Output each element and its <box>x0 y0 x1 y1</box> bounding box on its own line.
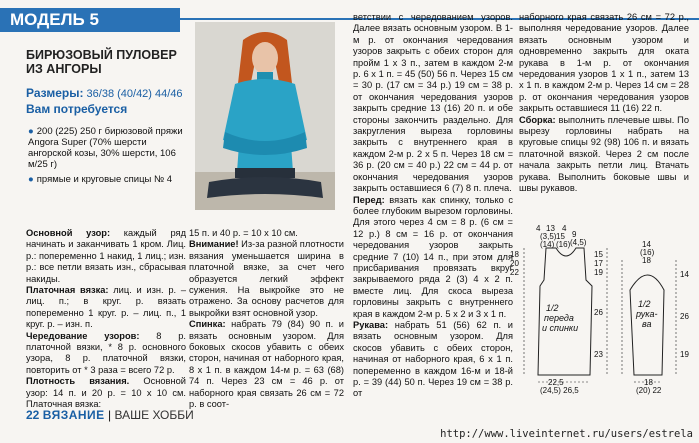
pattern-diagram <box>510 220 699 395</box>
dim-label: 22,5 <box>548 378 564 387</box>
dim-label: (20) 22 <box>636 386 662 395</box>
magazine-name: ВЯЗАНИЕ <box>42 408 105 422</box>
sleeve-piece-label: рука- <box>636 309 658 319</box>
column-1 <box>26 228 186 411</box>
dim-label: 4 <box>562 224 567 233</box>
dim-label: (16) <box>640 248 655 257</box>
paragraph: Основной узор: каждый ряд начинать и заканчивать 1 кром. Лиц. р.: попеременно 1 накид, 1 лиц.; изн. р.: все петли вязать изн., сбрасывая накиды. <box>26 228 186 284</box>
dim-label: 18 <box>642 256 651 265</box>
dim-label: (24,5) 26,5 <box>540 386 579 395</box>
paragraph: Внимание! Из-за разной плотности вязания уменьшается ширина в платочной вязке, за счет чего образуется легкий эффект сужения. На выкройке это не отражено. За основу расчетов для выкройки взят основной узор. <box>189 239 344 318</box>
dim-label: 19 <box>680 350 689 359</box>
materials-list <box>28 126 188 185</box>
paragraph: ветствии с чередованием узоров. Далее вязать основным узором. В 1-м р. от окончания чередования узоров закрыть с обеих сторон для пройм 1 х 3 п., затем в каждом 2-м р. 6 х 1 п. = 45 (50) 56 п. Через 15 см = 30 р. (17 см = 34 р.) 19 см = 38 р. от окончания чередования узоров закрыть средние 13 (16) 20 п. и обе стороны закончить раздельно. Для закругления выреза горловины закрыть с внутреннего края в каждом 2-м р. 2 х 5 п. Через 18 см = 36 р. (20 см = 40 р.) 22 см = 44 р. от окончания чередования узоров закрыть оставшиеся 6 (7) 8 п. плеча. <box>353 12 513 194</box>
dim-label: 17 <box>594 259 603 268</box>
dim-label: 26 <box>594 308 603 317</box>
dim-label: 13 <box>546 224 555 233</box>
front-piece-label: переда <box>544 313 574 323</box>
dim-label: (4,5) <box>570 238 587 247</box>
pattern-outline <box>510 220 699 395</box>
model-photo <box>195 22 335 210</box>
sleeve-piece-label: ва <box>642 319 652 329</box>
dim-label: 22 <box>510 268 519 277</box>
sleeve-piece-label: 1/2 <box>638 299 651 309</box>
paragraph: Платочная вязка: лиц. и изн. р. – лиц. п.; в круг. р. вязать попеременно 1 круг. р. – лиц. п., 1 круг. р. – изн. п. <box>26 285 186 330</box>
magazine-subtitle: ВАШЕ ХОББИ <box>114 408 194 422</box>
needed-heading: Вам потребуется <box>26 102 128 116</box>
dim-label: 9 <box>572 230 577 239</box>
paragraph: Сборка: выполнить плечевые швы. По вырезу горловины набрать на круговые спицы 92 (98) 106 п. и вязать платочной вязкой. Через 2 см после начала закрыть петли лиц. Втачать рукава. Выполнить боковые швы и швы рукавов. <box>519 114 689 194</box>
footer-separator: | <box>108 408 112 422</box>
dim-label: (16) <box>556 240 571 249</box>
paragraph: Чередование узоров: 8 р. платочной вязки, * 8 р. основного узора, 8 р. платочной вязки, повторить от * 3 раза = всего 72 р. <box>26 330 187 375</box>
dim-label: 15 <box>556 232 565 241</box>
dim-label: 15 <box>594 250 603 259</box>
paragraph: Рукава: набрать 51 (56) 62 п. и вязать основным узором. Для скосов убавить с обеих сторон, начиная от наборного края, 6 х 1 п. попеременно в каждом 16-м и 18-й р. = 39 (44) 50 п. Через 19 см = 38 р. от <box>353 319 513 399</box>
bullet-icon: ● <box>28 174 34 185</box>
page-number: 22 <box>26 408 40 422</box>
dim-label: (14) <box>540 240 555 249</box>
dim-label: 23 <box>594 350 603 359</box>
paragraph: наборного края связать 26 см = 72 р., выполняя чередование узоров. Далее вязать основным узором и одновременно закрыть для оката рукава в 1-м р. от окончания чередования узоров 1 х 1 п., затем 13 х 1 п. в каждом 2-м р. Через 14 см = 28 р. от окончания чередования узоров закрыть оставшиеся 11 (16) 22 п. <box>519 12 689 114</box>
column-3 <box>353 12 513 400</box>
paragraph: Перед: вязать как спинку, только с более глубоким вырезом горловины. Для этого через 4 см = 8 р. (6 см = 12 р.) 8 см = 16 р. от окончания чередования узоров закрыть средние 7 (10) 14 п., при этом для присбаривания провязать вкруг закрываемого ряда 2 (3) 4 х 2 п. вместе лиц. Для скоса выреза горловины закрыть с внутреннего края в каждом 2-м р. 5 х 2 и 3 х 1 п. <box>353 194 513 319</box>
dim-label: 19 <box>594 268 603 277</box>
bullet-icon: ● <box>28 126 34 137</box>
product-title: БИРЮЗОВЫЙ ПУЛОВЕР ИЗ АНГОРЫ <box>26 48 177 76</box>
page-footer <box>26 408 194 422</box>
sizes-label: Размеры: <box>26 86 84 100</box>
front-piece-label: и спинки <box>542 323 579 333</box>
dim-label: 14 <box>642 240 651 249</box>
sizes-line <box>26 86 183 100</box>
dim-label: 18 <box>644 378 653 387</box>
sizes-value: 36/38 (40/42) 44/46 <box>86 88 183 100</box>
paragraph: Спинка: набрать 79 (84) 90 п. и вязать основным узором. Для боковых скосов убавить с обеих сторон, начиная от наборного края, 8 х 1 п. в каждом 14-м р. = 63 (68) 74 п. Через 23 см = 46 р. от наборного края связать 26 см = 72 р. в соот- <box>189 319 344 410</box>
paragraph: 15 п. и 40 р. = 10 х 10 см. <box>189 228 298 238</box>
dim-label: 26 <box>680 312 689 321</box>
material-item: ● прямые и круговые спицы № 4 <box>28 174 173 185</box>
material-item: ● 200 (225) 250 г бирюзовой пряжи Angora Super (70% шерсти ангорской козы, 30% шерсти, 106 м/25 г) <box>28 126 183 170</box>
model-photo-illustration <box>195 22 335 210</box>
dim-label: (3,5) <box>540 232 557 241</box>
dim-label: 14 <box>680 270 689 279</box>
column-4 <box>519 12 689 195</box>
paragraph: Плотность вязания. Основной узор: 14 п. и 20 р. = 10 х 10 см. Платочная вязка: <box>26 376 186 410</box>
model-header: МОДЕЛЬ 5 <box>0 8 180 32</box>
dim-label: 4 <box>536 224 541 233</box>
dim-label: 20 <box>510 259 519 268</box>
column-2 <box>189 228 344 411</box>
watermark-url[interactable]: http://www.liveinternet.ru/users/estrela <box>440 428 693 440</box>
dim-label: 18 <box>510 250 519 259</box>
front-piece-label: 1/2 <box>546 303 559 313</box>
